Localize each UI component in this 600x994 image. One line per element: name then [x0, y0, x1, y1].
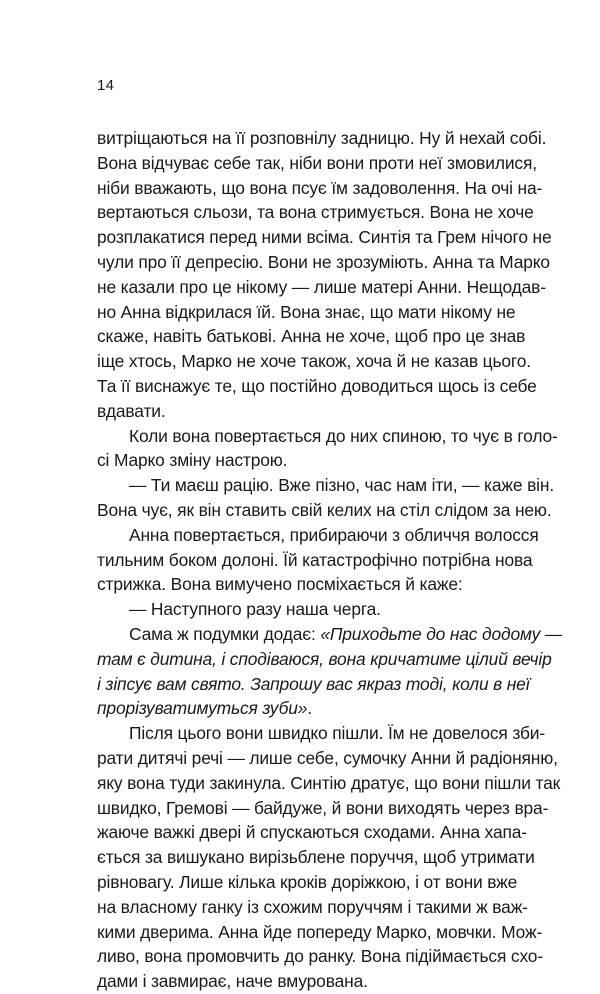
line-text: Сама ж подумки додає:	[129, 623, 321, 644]
line-text: Та її виснажує те, що постійно доводиться щось із себе	[97, 375, 537, 396]
line-text: — Наступного разу наша черга.	[129, 599, 381, 620]
text-line	[97, 200, 534, 225]
line-text: дами і завмирає, наче вмурована.	[97, 971, 368, 992]
line-text: не казали про це нікому — лише матері Анни. Нещодав-	[97, 276, 546, 297]
text-line	[97, 771, 561, 796]
text-line	[97, 870, 518, 895]
line-text: швидко, Гремові — байдуже, й вони виходять через вра-	[97, 797, 549, 818]
line-text: розплакатися перед ними всіма. Синтія та Грем нічого не	[97, 227, 552, 248]
text-line	[97, 721, 545, 746]
text-line	[97, 672, 530, 697]
line-text: — Ти маєш рацію. Вже пізно, час нам іти, — каже він.	[129, 475, 555, 496]
line-text: сі Марко зміну настрою.	[97, 450, 288, 471]
text-line	[97, 969, 509, 994]
text-line	[97, 473, 555, 498]
line-text: Вона відчуває себе так, ніби вони проти неї змовилися,	[97, 152, 537, 173]
text-line	[97, 498, 552, 523]
text-line	[97, 845, 535, 870]
text-line	[97, 548, 533, 573]
body-text	[97, 126, 563, 994]
text-line	[97, 820, 527, 845]
line-text: Вона чує, як він ставить свій келих на стіл слідом за нею.	[97, 499, 552, 520]
text-line	[97, 572, 509, 597]
line-text: Анна повертається, прибираючи з обличчя волосся	[129, 524, 539, 545]
italic-text: прорізуватимуться зуби»	[97, 698, 308, 719]
line-text: но Анна відкрилася їй. Вона знає, що мати нікому не	[97, 301, 516, 322]
text-line	[97, 944, 543, 969]
line-text: іще хтось, Марко не хоче також, хоча й не казав цього.	[97, 351, 531, 372]
text-line	[97, 424, 558, 449]
line-text: ється за вишукано вирізьблене поруччя, щоб утримати	[97, 847, 535, 868]
text-line	[97, 895, 528, 920]
italic-text: і зіпсує вам свято. Запрошу вас якраз тоді, коли в неї	[97, 673, 530, 694]
line-text: скаже, навіть батькові. Анна не хоче, щоб про це знав	[97, 326, 526, 347]
line-text: рати дитячі речі — лише себе, сумочку Анни й радіоняню,	[97, 747, 558, 768]
text-line	[97, 250, 550, 275]
text-line	[97, 349, 531, 374]
line-text: Після цього вони швидко пішли. Їм не довелося зби-	[129, 723, 545, 744]
text-line	[97, 448, 509, 473]
text-line	[97, 324, 526, 349]
text-line	[97, 225, 552, 250]
text-line	[97, 746, 558, 771]
text-line	[97, 374, 537, 399]
text-line	[97, 523, 539, 548]
text-line	[97, 696, 509, 721]
line-text: кими дверима. Анна йде попереду Марко, мовчки. Мож-	[97, 921, 543, 942]
line-text: на власному ганку із схожим поруччям і такими ж важ-	[97, 896, 528, 917]
line-text: .	[307, 698, 312, 719]
italic-text: «Приходьте до нас додому —	[320, 623, 563, 644]
line-text: чули про її депресію. Вони не зрозуміють. Анна та Марко	[97, 251, 550, 272]
text-line	[97, 647, 552, 672]
line-text: яку вона туди закинула. Синтію дратує, що вони пішли так	[97, 772, 561, 793]
italic-text: там є дитина, і сподіваюся, вона кричатиме цілий вечір	[97, 648, 552, 669]
text-line	[97, 920, 543, 945]
line-text: ніби вважають, що вона псує їм задоволення. На очі на-	[97, 177, 543, 198]
page-number: 14	[97, 77, 115, 94]
line-text: жаюче важкі двері й спускаються сходами. Анна хапа-	[97, 822, 527, 843]
line-text: вертаються сльози, та вона стримується. Вона не хоче	[97, 202, 534, 223]
text-line	[97, 151, 537, 176]
line-text: ливо, вона промовчить до ранку. Вона підіймається схо-	[97, 946, 543, 967]
text-line	[97, 796, 549, 821]
text-line	[97, 126, 547, 151]
line-text: рівновагу. Лише кілька кроків доріжкою, і от вони вже	[97, 871, 518, 892]
text-line	[97, 399, 509, 424]
line-text: Коли вона повертається до них спиною, то чує в голо-	[129, 425, 558, 446]
line-text: стрижка. Вона вимучено посміхається й каже:	[97, 574, 463, 595]
text-line	[97, 275, 546, 300]
text-line	[97, 300, 516, 325]
line-text: вдавати.	[97, 400, 166, 421]
text-line	[97, 597, 509, 622]
text-line	[97, 622, 563, 647]
text-line	[97, 176, 543, 201]
line-text: тильним боком долоні. Їй катастрофічно потрібна нова	[97, 549, 533, 570]
line-text: витріщаються на її розповнілу задницю. Ну й нехай собі.	[97, 128, 547, 148]
